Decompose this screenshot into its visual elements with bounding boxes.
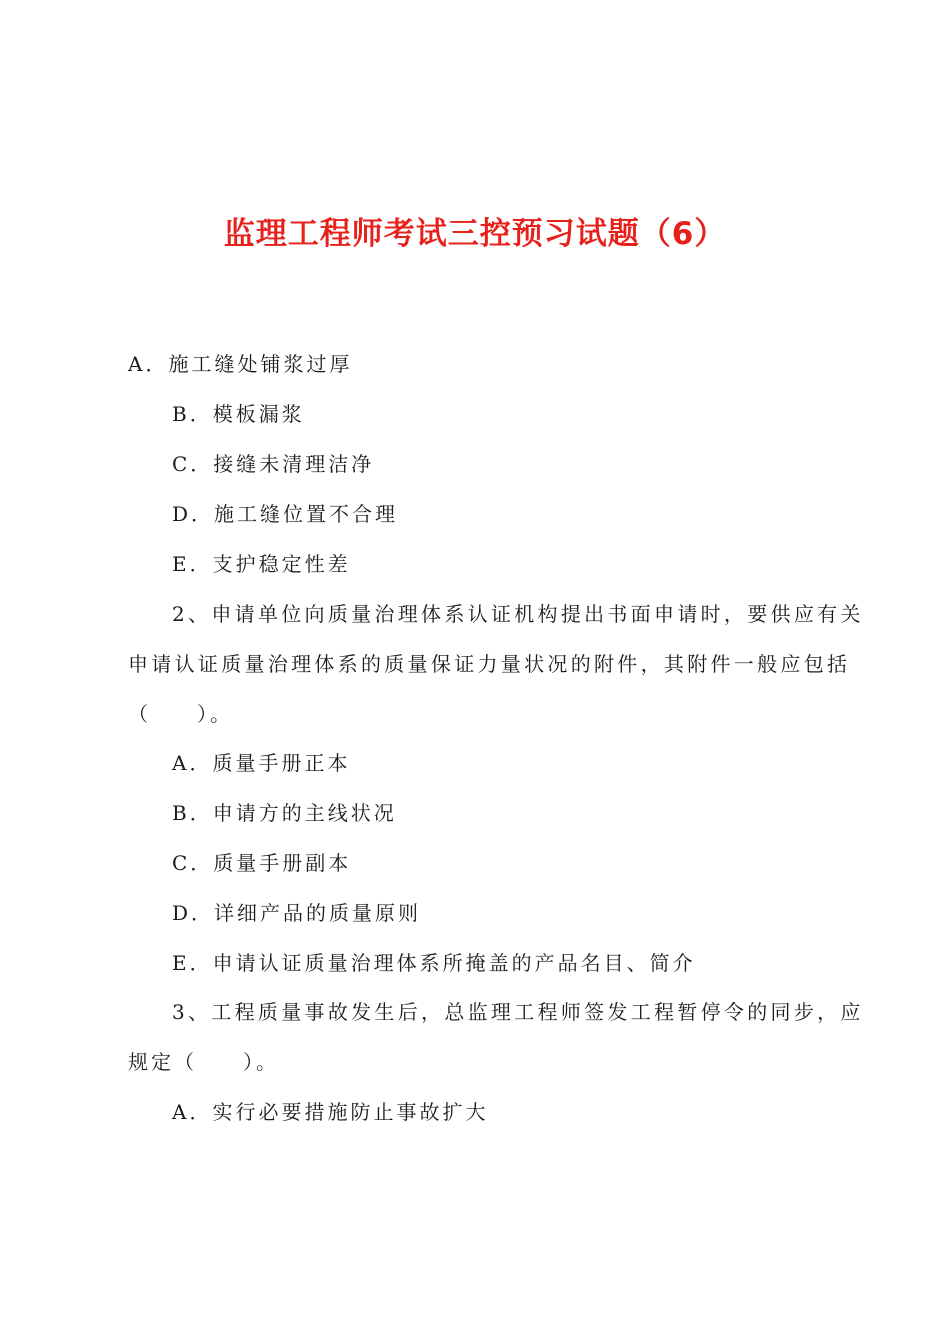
question-2-line-1: 2、申请单位向质量治理体系认证机构提出书面申请时，要供应有关 (172, 602, 864, 626)
option-c-q2: C．质量手册副本 (172, 851, 352, 875)
document-title: 监理工程师考试三控预习试题（6） (223, 216, 727, 252)
question-3-line-1: 3、工程质量事故发生后，总监理工程师签发工程暂停令的同步，应 (172, 1000, 864, 1024)
option-a-q3: A．实行必要措施防止事故扩大 (172, 1100, 489, 1124)
option-e-q1: E．支护稳定性差 (172, 552, 351, 576)
option-c-q1: C．接缝未清理洁净 (172, 452, 375, 476)
option-e-q2: E．申请认证质量治理体系所掩盖的产品名目、简介 (172, 951, 696, 975)
option-a-q2: A．质量手册正本 (172, 751, 351, 775)
option-b-q1: B．模板漏浆 (172, 402, 305, 426)
option-a-q1: A．施工缝处铺浆过厚 (128, 352, 353, 376)
question-3-line-2: 规定（ ）。 (128, 1050, 279, 1074)
question-2-line-3: （ ）。 (128, 702, 233, 726)
option-b-q2: B．申请方的主线状况 (172, 801, 397, 825)
option-d-q1: D．施工缝位置不合理 (172, 502, 399, 526)
option-d-q2: D．详细产品的质量原则 (172, 901, 422, 925)
question-2-line-2: 申请认证质量治理体系的质量保证力量状况的附件，其附件一般应包括 (128, 652, 851, 676)
